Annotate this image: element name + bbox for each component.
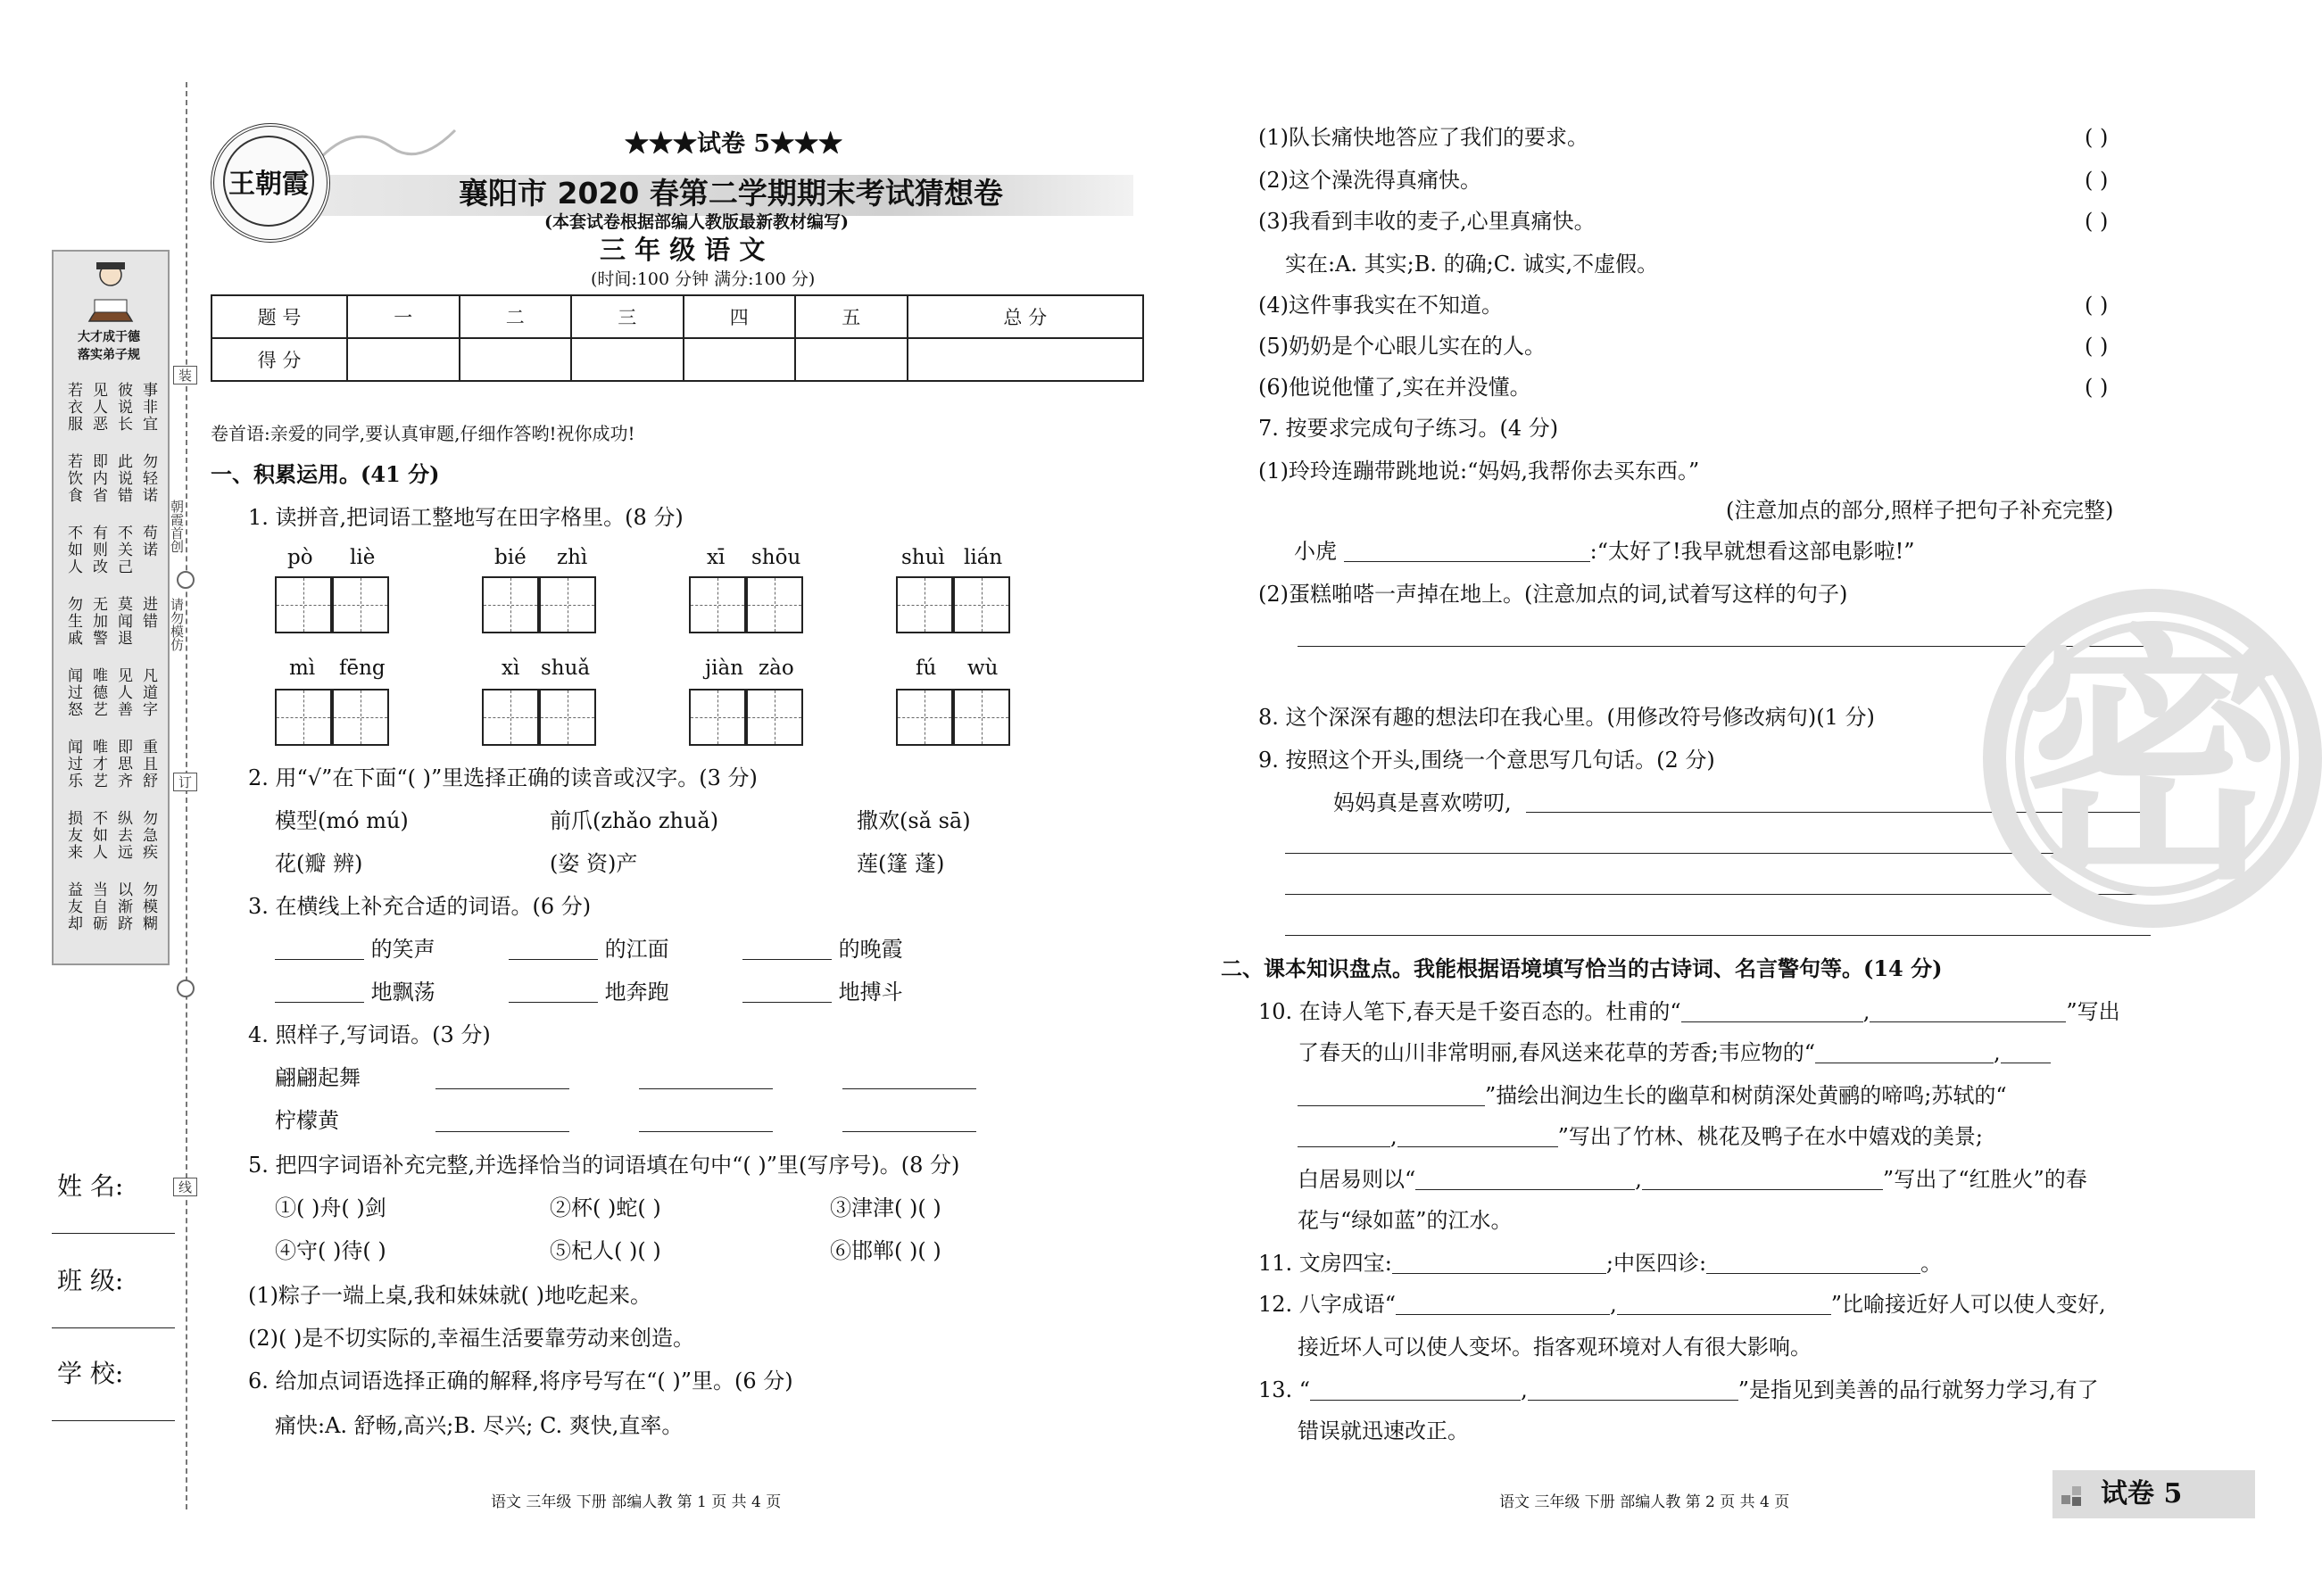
q9-start: 妈妈真是喜欢唠叨,: [1333, 790, 1512, 815]
q13-line: 错误就迅速改正。: [1298, 1418, 1469, 1443]
motto-column: 闻过怒: [64, 667, 82, 718]
side-note: 请勿模仿: [169, 598, 185, 651]
score-cell: 四: [684, 295, 796, 338]
tianzige-box[interactable]: [332, 576, 389, 633]
tianzige-box[interactable]: [896, 576, 953, 633]
q5-idiom[interactable]: ④守( )待( ): [275, 1238, 386, 1263]
q7-1-answer: [1294, 541, 1915, 562]
q12-line: [1258, 1294, 2106, 1315]
q7-2-sentence: (2)蛋糕啪嗒一声掉在地上。(注意加点的词,试着写这样的句子): [1258, 582, 1848, 607]
time-info: (时间:100 分钟 满分:100 分): [591, 269, 816, 289]
q3-item-text: 的晚霞: [838, 937, 903, 962]
q10-text: ”描绘出涧边生长的幽草和树荫深处黄鹂的啼鸣;苏轼的“: [1485, 1083, 2007, 1108]
q10-line: [1258, 1001, 2120, 1022]
tianzige-box[interactable]: [689, 576, 746, 633]
pinyin-label: xī: [707, 546, 726, 569]
q7-1-blank[interactable]: [1344, 542, 1590, 562]
scholar-figure: [80, 259, 141, 325]
q5-idiom[interactable]: ⑤杞人( )( ): [550, 1238, 661, 1263]
q2-option[interactable]: 前爪(zhǎo zhuǎ): [550, 808, 719, 833]
q11-blank[interactable]: [1392, 1253, 1606, 1274]
q6-definition: 痛快:A. 舒畅,高兴;B. 尽兴; C. 爽快,直率。: [275, 1413, 684, 1438]
score-cell: 二: [460, 295, 572, 338]
motto-title: [52, 328, 166, 364]
score-cell: 得 分: [211, 338, 347, 381]
q7-prompt: 7. 按要求完成句子练习。(4 分): [1258, 416, 1559, 441]
answer-paren[interactable]: ( ): [2085, 209, 2109, 234]
motto-column: 事非宜: [139, 382, 157, 433]
q2-prompt: 2. 用“√”在下面“( )”里选择正确的读音或汉字。(3 分): [248, 765, 758, 790]
q3-blank[interactable]: [742, 982, 832, 1003]
q6-item: (1)队长痛快地答应了我们的要求。: [1258, 125, 1588, 150]
q10-blank[interactable]: [2001, 1043, 2051, 1063]
answer-paren[interactable]: ( ): [2085, 125, 2109, 150]
motto-column: 纵去远: [114, 810, 132, 861]
pinyin-label: shuì: [901, 546, 945, 569]
score-input-cell[interactable]: [460, 338, 572, 381]
q10-line: 花与“绿如蓝”的江水。: [1298, 1208, 1513, 1233]
q4-blank[interactable]: [842, 1131, 976, 1132]
q10-blank[interactable]: [1681, 1002, 1863, 1022]
score-input-cell[interactable]: [684, 338, 796, 381]
q2-option[interactable]: 撒欢(sǎ sā): [857, 808, 971, 833]
motto-column: 闻过乐: [64, 739, 82, 790]
motto-column: 见人善: [114, 667, 132, 718]
q10-comma: ,: [1390, 1124, 1397, 1149]
q11-text: 11. 文房四宝:: [1258, 1251, 1392, 1276]
motto-column: 即思齐: [114, 739, 132, 790]
q12-text: 12. 八字成语“: [1258, 1292, 1397, 1317]
motto-column: 勿急疾: [139, 810, 157, 861]
q11-line: [1258, 1253, 1942, 1274]
tianzige-box[interactable]: [689, 689, 746, 746]
q10-comma: ,: [1862, 999, 1870, 1024]
side-note: 朝霞首创: [169, 500, 185, 553]
pinyin-label: zhì: [557, 546, 588, 569]
answer-paren[interactable]: ( ): [2085, 293, 2109, 318]
watermark-stamp-char: 密: [2019, 600, 2286, 915]
q3-item-text: 的江面: [604, 937, 669, 962]
q9-answer-line[interactable]: [1285, 935, 2151, 936]
tianzige-box[interactable]: [332, 689, 389, 746]
score-cell: 总 分: [908, 295, 1144, 338]
intro-text: 卷首语:亲爱的同学,要认真审题,仔细作答哟!祝你成功!: [211, 423, 635, 444]
q9-prompt: 9. 按照这个开头,围绕一个意思写几句话。(2 分): [1258, 748, 1715, 773]
q10-text: ”写出了“红胜火”的春: [1882, 1167, 2087, 1192]
ribbon-decoration: [321, 121, 455, 175]
motto-column: 无加警: [89, 596, 107, 647]
q4-example: 柠檬黄: [275, 1108, 339, 1133]
q1-prompt: 1. 读拼音,把词语工整地写在田字格里。(8 分): [248, 505, 684, 530]
exam-title: 襄阳市 2020 春第二学期期末考试猜想卷: [459, 176, 1003, 211]
section1-heading: 一、积累运用。(41 分): [211, 461, 440, 487]
footer-right: 语文 三年级 下册 部编人教 第 2 页 共 4 页: [1499, 1493, 1790, 1511]
q4-blank[interactable]: [435, 1131, 569, 1132]
q10-text: 了春天的山川非常明丽,春风送来花草的芳香;韦应物的“: [1298, 1040, 1815, 1065]
q6-item: (4)这件事我实在不知道。: [1258, 293, 1503, 318]
q3-prompt: 3. 在横线上补充合适的词语。(6 分): [248, 894, 592, 919]
answer-paren[interactable]: ( ): [2085, 168, 2109, 193]
score-input-cell[interactable]: [571, 338, 684, 381]
q3-item: [742, 939, 903, 960]
seal-char: 订: [173, 773, 197, 791]
pinyin-label: zào: [759, 657, 794, 680]
answer-paren[interactable]: ( ): [2085, 334, 2109, 359]
tianzige-box[interactable]: [482, 576, 539, 633]
motto-columns: [59, 382, 162, 953]
q13-blank[interactable]: [1528, 1380, 1738, 1401]
class-field[interactable]: [52, 1327, 175, 1328]
pinyin-label: fú: [916, 657, 937, 680]
pinyin-label: liè: [350, 546, 376, 569]
pinyin-label: bié: [494, 546, 527, 569]
q10-text: ”写出: [2066, 999, 2120, 1024]
motto-column: 损友来: [64, 810, 82, 861]
pinyin-label: shuǎ: [541, 657, 591, 680]
tianzige-box[interactable]: [953, 576, 1010, 633]
seal-char: 装: [173, 366, 197, 385]
class-label: 班 级:: [57, 1266, 124, 1295]
q4-prompt: 4. 照样子,写词语。(3 分): [248, 1022, 491, 1047]
motto-column: 彼说长: [114, 382, 132, 433]
q3-item-text: 地飘荡: [370, 980, 435, 1005]
school-label: 学 校:: [57, 1359, 124, 1388]
q3-blank[interactable]: [509, 982, 598, 1003]
q8-prompt: 8. 这个深深有趣的想法印在我心里。(用修改符号修改病句)(1 分): [1258, 705, 1875, 730]
q3-item: [509, 939, 669, 960]
pinyin-label: xì: [502, 657, 520, 680]
pinyin-label: shōu: [751, 546, 801, 569]
motto-column: 唯才艺: [89, 739, 107, 790]
seal-char: 线: [173, 1178, 197, 1196]
q2-option[interactable]: 莲(篷 蓬): [857, 851, 945, 876]
q5-sentence[interactable]: (2)( )是不切实际的,幸福生活要靠劳动来创造。: [248, 1326, 694, 1351]
q7-1-answer-tail: :“太好了!我早就想看这部电影啦!”: [1589, 539, 1915, 564]
q10-line: [1298, 1169, 2087, 1190]
q7-1-answer-subject: 小虎: [1294, 539, 1337, 564]
q13-text: ”是指见到美善的品行就努力学习,有了: [1737, 1377, 2099, 1402]
motto-column: 即内省: [89, 453, 107, 504]
q3-item: [742, 981, 903, 1003]
q12-blank[interactable]: [1396, 1294, 1610, 1315]
q3-blank[interactable]: [275, 939, 364, 960]
motto-column: 有则改: [89, 525, 107, 575]
tianzige-box[interactable]: [953, 689, 1010, 746]
motto-column: 不关己: [114, 525, 132, 575]
q10-comma: ,: [1635, 1167, 1642, 1192]
q13-comma: ,: [1521, 1377, 1528, 1402]
q10-line: [1298, 1126, 1983, 1147]
q5-idiom[interactable]: ①( )舟( )剑: [275, 1195, 386, 1220]
q3-item-text: 地搏斗: [838, 980, 903, 1005]
q6-definition: 实在:A. 其实;B. 的确;C. 诚实,不虚假。: [1285, 252, 1659, 277]
q3-item: [509, 981, 669, 1003]
tianzige-box[interactable]: [746, 689, 803, 746]
score-cell: 三: [571, 295, 684, 338]
tianzige-box[interactable]: [539, 576, 596, 633]
q3-blank[interactable]: [509, 939, 598, 960]
q10-blank[interactable]: [1298, 1086, 1485, 1106]
q11-text: 。: [1920, 1251, 1943, 1276]
q5-sentence[interactable]: (1)粽子一端上桌,我和妹妹就( )地吃起来。: [248, 1283, 651, 1308]
pinyin-label: fēng: [339, 657, 386, 680]
q4-example: 翩翩起舞: [275, 1065, 361, 1090]
q11-text: ;中医四诊:: [1605, 1251, 1707, 1276]
motto-column: 莫闻退: [114, 596, 132, 647]
motto-title-line: 落实弟子规: [78, 348, 140, 362]
pinyin-label: lián: [964, 546, 1003, 569]
section2-heading: 二、课本知识盘点。我能根据语境填写恰当的古诗词、名言警句等。(14 分): [1221, 955, 1943, 981]
q12-blank[interactable]: [1617, 1294, 1831, 1315]
q7-1-note: (注意加点的部分,照样子把句子补充完整): [1726, 498, 2114, 523]
q4-blank[interactable]: [842, 1088, 976, 1089]
q10-line: [1298, 1085, 2007, 1106]
q5-idiom[interactable]: ⑥邯郸( )( ): [830, 1238, 941, 1263]
pinyin-label: pò: [287, 546, 313, 569]
q3-item-text: 地奔跑: [604, 980, 669, 1005]
score-cell: 题 号: [211, 295, 347, 338]
q12-line: 接近坏人可以使人变坏。指客观环境对人有很大影响。: [1298, 1335, 1812, 1360]
q10-comma: ,: [1993, 1040, 2001, 1065]
binding-fold-line: [186, 82, 187, 1509]
q6-item: (3)我看到丰收的麦子,心里真痛快。: [1258, 209, 1596, 234]
paper-tag: 试卷 5: [2101, 1478, 2183, 1509]
q5-idiom[interactable]: ②杯( )蛇( ): [550, 1195, 661, 1220]
motto-column: 勿模糊: [139, 881, 157, 932]
motto-column: 见人恶: [89, 382, 107, 433]
q5-idiom[interactable]: ③津津( )( ): [830, 1195, 941, 1220]
q10-blank[interactable]: [1815, 1043, 1994, 1063]
motto-column: 凡道字: [139, 667, 157, 718]
q5-prompt: 5. 把四字词语补充完整,并选择恰当的词语填在句中“( )”里(写序号)。(8 分): [248, 1153, 960, 1178]
tianzige-box[interactable]: [275, 689, 332, 746]
q10-blank[interactable]: [1415, 1170, 1635, 1190]
name-field[interactable]: [52, 1233, 175, 1234]
score-table-header-row: [211, 295, 1143, 338]
motto-title-line: 大才成于德: [78, 330, 140, 344]
pinyin-label: mì: [289, 657, 316, 680]
q6-item: (6)他说他懂了,实在并没懂。: [1258, 375, 1531, 400]
q3-item: [275, 981, 435, 1003]
tianzige-box[interactable]: [275, 576, 332, 633]
motto-column: 以渐跻: [114, 881, 132, 932]
q10-blank[interactable]: [1642, 1170, 1883, 1190]
tianzige-box[interactable]: [539, 689, 596, 746]
motto-column: 进错: [139, 596, 157, 630]
score-cell: 五: [795, 295, 908, 338]
q13-text: 13. “: [1258, 1377, 1311, 1402]
score-input-cell[interactable]: [908, 338, 1144, 381]
q10-blank[interactable]: [1397, 1127, 1558, 1147]
footer-left: 语文 三年级 下册 部编人教 第 1 页 共 4 页: [491, 1493, 782, 1511]
motto-column: 益友却: [64, 881, 82, 932]
q3-blank[interactable]: [742, 939, 832, 960]
q11-blank[interactable]: [1706, 1253, 1920, 1274]
q10-blank[interactable]: [1870, 1002, 2066, 1022]
motto-column: 重且舒: [139, 739, 157, 790]
score-input-cell[interactable]: [347, 338, 460, 381]
paper-tag-squares: [2061, 1483, 2086, 1508]
q2-option[interactable]: 模型(mó mú): [275, 808, 409, 833]
motto-column: 唯德艺: [89, 667, 107, 718]
q6-item: (5)奶奶是个心眼儿实在的人。: [1258, 334, 1546, 359]
q10-text: ”写出了竹林、桃花及鸭子在水中嬉戏的美景;: [1557, 1124, 1983, 1149]
q12-comma: ,: [1610, 1292, 1617, 1317]
q6-prompt: 6. 给加点词语选择正确的解释,将序号写在“( )”里。(6 分): [248, 1369, 793, 1393]
q13-line: [1258, 1379, 2099, 1401]
tianzige-box[interactable]: [746, 576, 803, 633]
pinyin-label: wù: [967, 657, 999, 680]
q6-item: (2)这个澡洗得真痛快。: [1258, 168, 1481, 193]
score-cell: 一: [347, 295, 460, 338]
motto-column: 此说错: [114, 453, 132, 504]
score-table-score-row: [211, 338, 1143, 381]
motto-column: 勿轻诺: [139, 453, 157, 504]
q2-option[interactable]: 花(瓣 辨): [275, 851, 363, 876]
motto-column: 勿生戚: [64, 596, 82, 647]
motto-column: 不如人: [89, 810, 107, 861]
binding-ring: [177, 571, 195, 589]
q3-blank[interactable]: [275, 982, 364, 1003]
score-input-cell[interactable]: [795, 338, 908, 381]
q10-text: 10. 在诗人笔下,春天是千姿百态的。杜甫的“: [1258, 999, 1681, 1024]
binding-ring: [177, 980, 195, 997]
motto-column: 若衣服: [64, 382, 82, 433]
q4-blank[interactable]: [639, 1131, 773, 1132]
q12-text: ”比喻接近好人可以使人变好,: [1830, 1292, 2106, 1317]
answer-paren[interactable]: ( ): [2085, 375, 2109, 400]
pinyin-label: jiàn: [705, 657, 744, 680]
q3-item-text: 的笑声: [370, 937, 435, 962]
q4-blank[interactable]: [435, 1088, 569, 1089]
q13-blank[interactable]: [1310, 1380, 1521, 1401]
tianzige-box[interactable]: [896, 689, 953, 746]
brand-logo-text: 王朝霞: [223, 136, 314, 227]
motto-column: 若饮食: [64, 453, 82, 504]
q10-line: [1298, 1042, 2051, 1063]
q10-text: 白居易则以“: [1298, 1167, 1416, 1192]
score-table: [211, 294, 1144, 382]
q7-1-sentence: (1)玲玲连蹦带跳地说:“妈妈,我帮你去买东西。”: [1258, 459, 1700, 484]
q10-blank[interactable]: [1298, 1127, 1390, 1147]
paper-number: ★★★试卷 5★★★: [625, 130, 843, 158]
subject-title: 三 年 级 语 文: [600, 235, 766, 265]
motto-column: 苟诺: [139, 525, 157, 558]
motto-column: 当自砺: [89, 881, 107, 932]
q4-blank[interactable]: [639, 1088, 773, 1089]
motto-column: 不如人: [64, 525, 82, 575]
q3-item: [275, 939, 435, 960]
tianzige-box[interactable]: [482, 689, 539, 746]
q2-option[interactable]: (姿 资)产: [550, 851, 638, 876]
school-field[interactable]: [52, 1420, 175, 1421]
exam-subtitle: (本套试卷根据部编人教版最新教材编写): [544, 212, 849, 232]
name-label: 姓 名:: [57, 1171, 124, 1201]
